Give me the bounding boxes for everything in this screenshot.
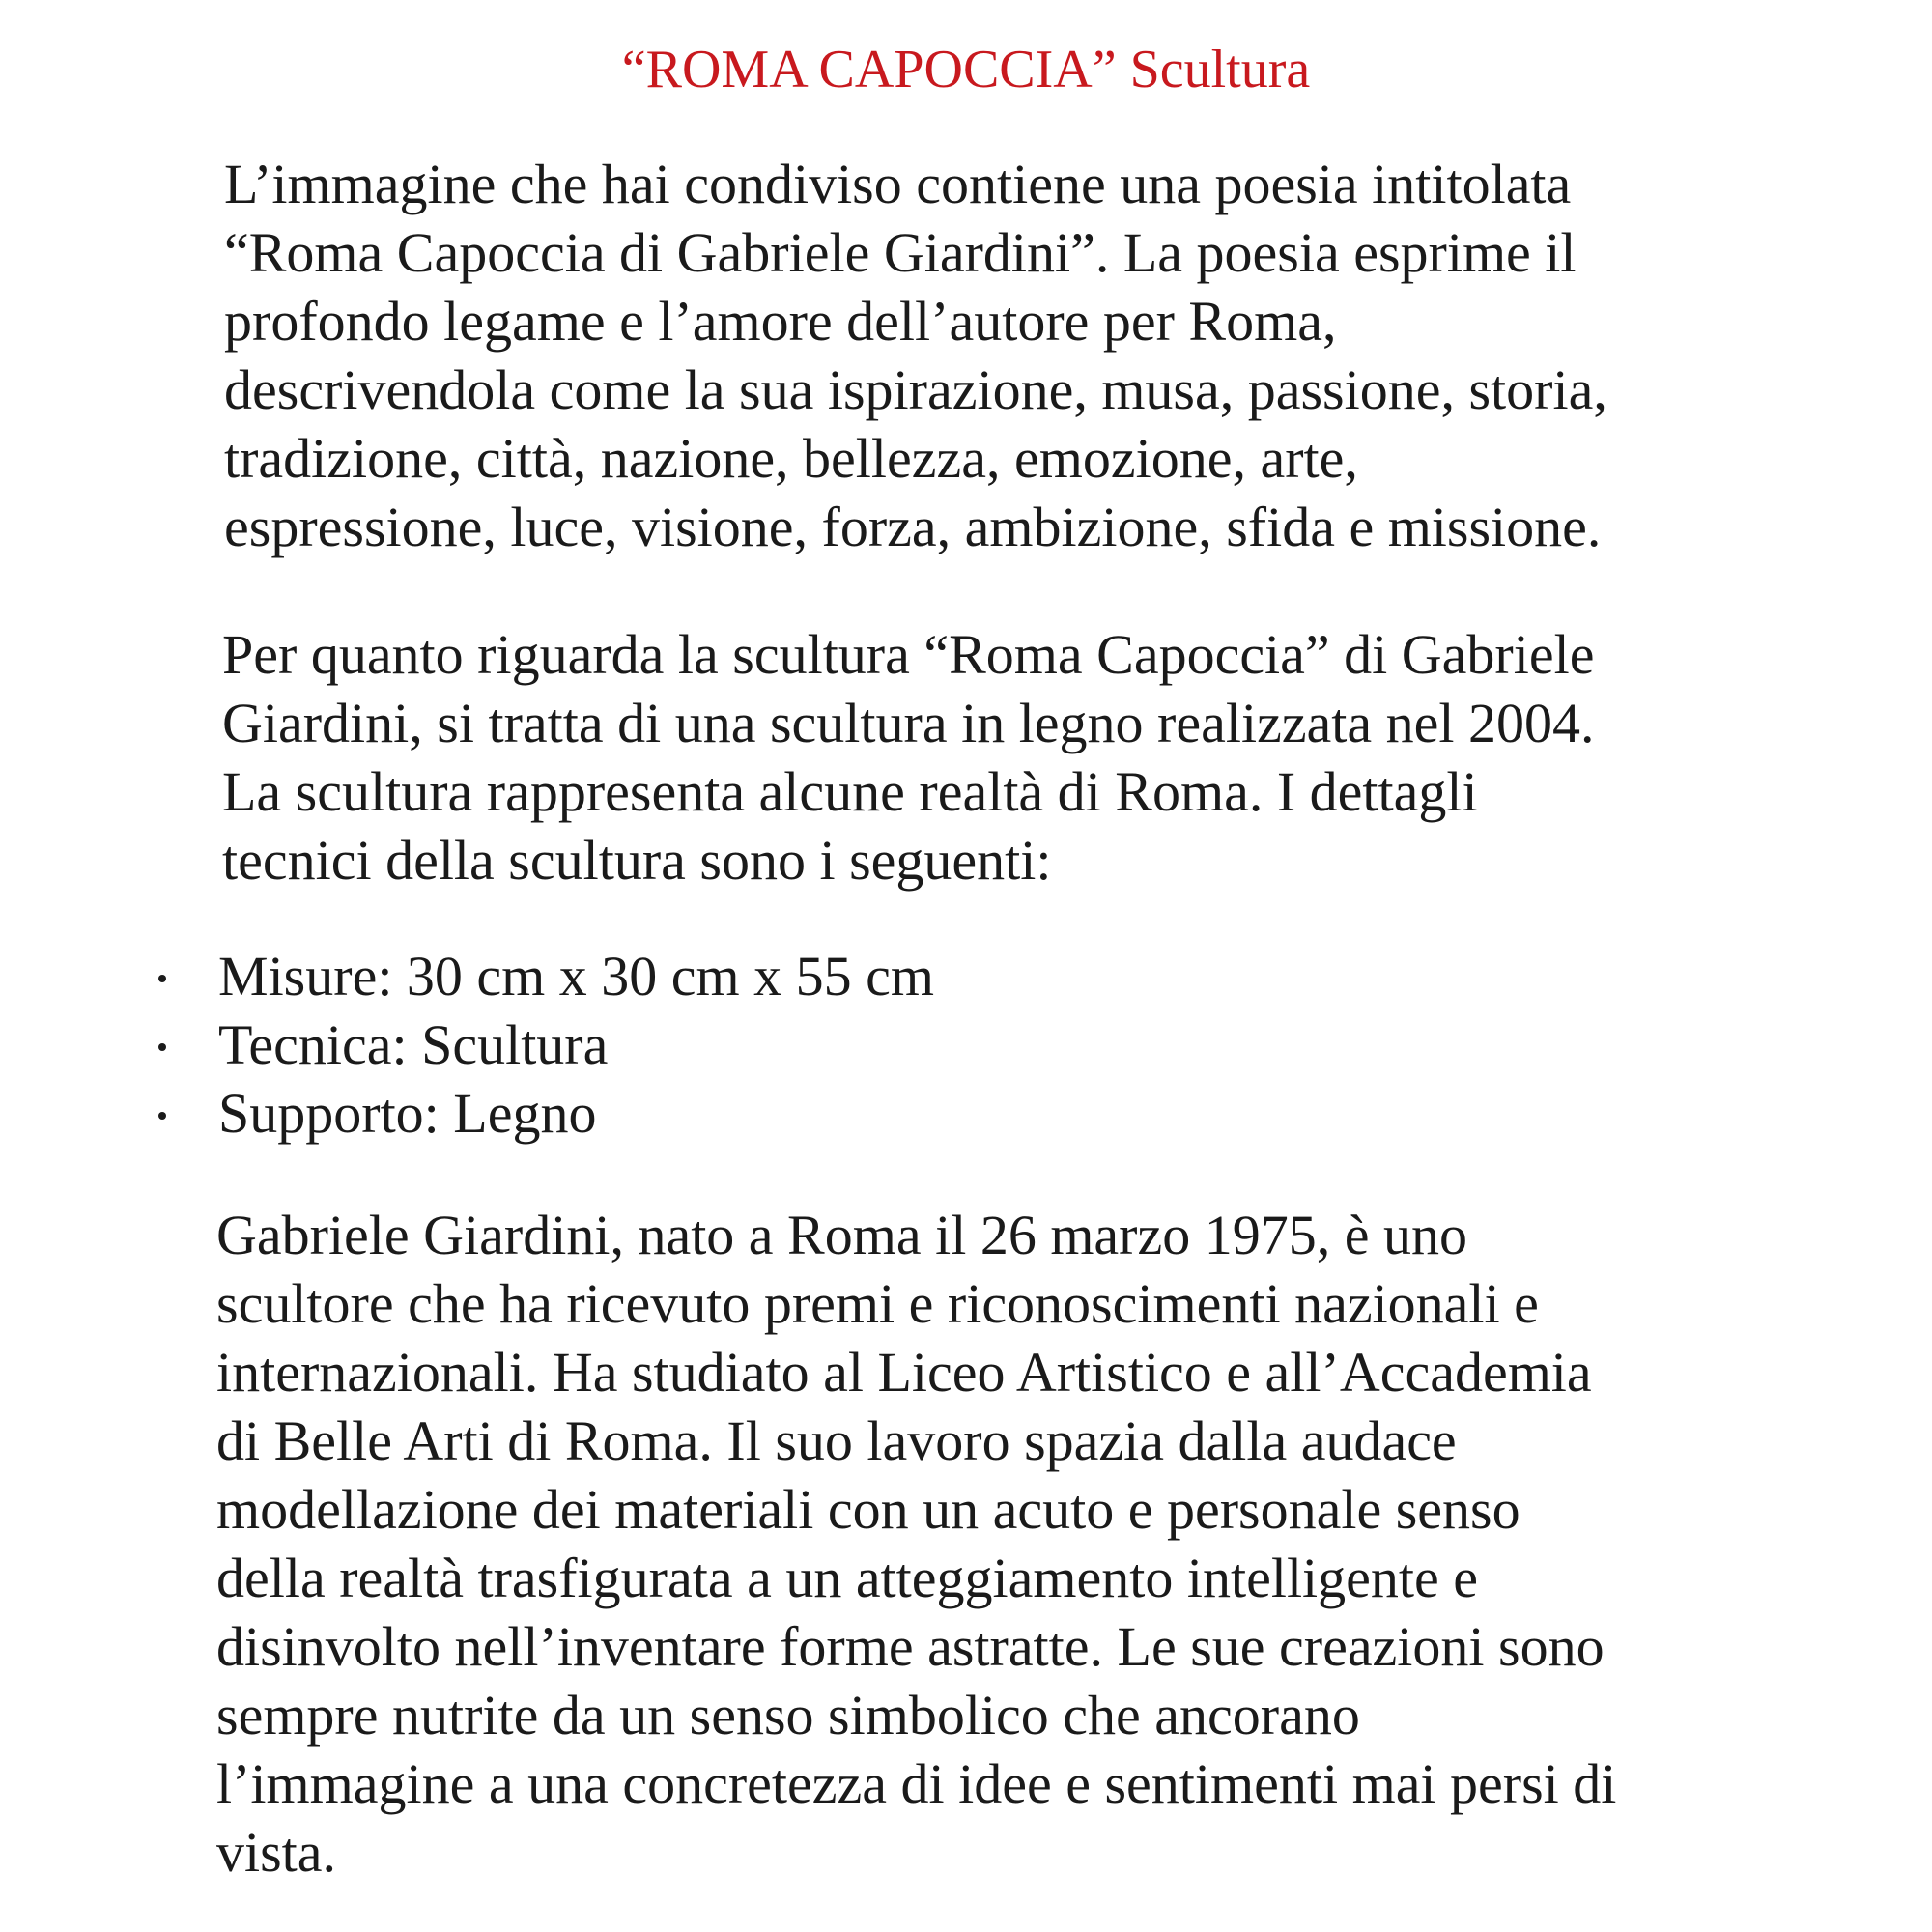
page-title: “ROMA CAPOCCIA” Scultura (621, 40, 1311, 99)
text-line: sempre nutrite da un senso simbolico che ancorano (216, 1684, 1360, 1747)
technical-specs-list (155, 942, 934, 1148)
text-line: modellazione dei materiali con un acuto e personale senso (216, 1478, 1520, 1541)
text-line: vista. (216, 1821, 337, 1884)
text-line: di Belle Arti di Roma. Il suo lavoro spazia dalla audace (216, 1409, 1457, 1472)
text-line: La scultura rappresenta alcune realtà di Roma. I dettagli (222, 760, 1478, 823)
artist-biography-paragraph (216, 1201, 1781, 1887)
spec-text: Tecnica: Scultura (218, 1013, 609, 1076)
text-line: profondo legame e l’amore dell’autore per Roma, (224, 290, 1337, 353)
text-line: tecnici della scultura sono i seguenti: (222, 829, 1052, 892)
text-line: descrivendola come la sua ispirazione, musa, passione, storia, (224, 358, 1607, 421)
text-line: Giardini, si tratta di una scultura in legno realizzata nel 2004. (222, 692, 1595, 754)
spec-item-technique (155, 1010, 934, 1079)
spec-item-dimensions (155, 942, 934, 1010)
spec-text: Supporto: Legno (218, 1082, 597, 1145)
text-line: “Roma Capoccia di Gabriele Giardini”. La poesia esprime il (224, 221, 1577, 284)
bullet-icon (158, 1112, 166, 1120)
text-line: scultore che ha ricevuto premi e riconoscimenti nazionali e (216, 1272, 1539, 1335)
text-line: L’immagine che hai condiviso contiene una poesia intitolata (224, 153, 1572, 215)
text-line: Gabriele Giardini, nato a Roma il 26 marzo 1975, è uno (216, 1204, 1467, 1266)
text-line: espressione, luce, visione, forza, ambizione, sfida e missione. (224, 496, 1602, 558)
text-line: internazionali. Ha studiato al Liceo Artistico e all’Accademia (216, 1341, 1592, 1404)
bullet-icon (158, 975, 166, 982)
poem-description-paragraph (224, 150, 1789, 561)
sculpture-description-paragraph (222, 620, 1787, 895)
text-line: disinvolto nell’inventare forme astratte. Le sue creazioni sono (216, 1615, 1605, 1678)
bullet-icon (158, 1043, 166, 1051)
text-line: l’immagine a una concretezza di idee e sentimenti mai persi di (216, 1752, 1617, 1815)
spec-text: Misure: 30 cm x 30 cm x 55 cm (218, 945, 935, 1008)
text-line: tradizione, città, nazione, bellezza, emozione, arte, (224, 427, 1358, 490)
text-line: Per quanto riguarda la scultura “Roma Capoccia” di Gabriele (222, 623, 1595, 686)
text-line: della realtà trasfigurata a un atteggiamento intelligente e (216, 1547, 1479, 1609)
spec-item-support (155, 1079, 934, 1148)
